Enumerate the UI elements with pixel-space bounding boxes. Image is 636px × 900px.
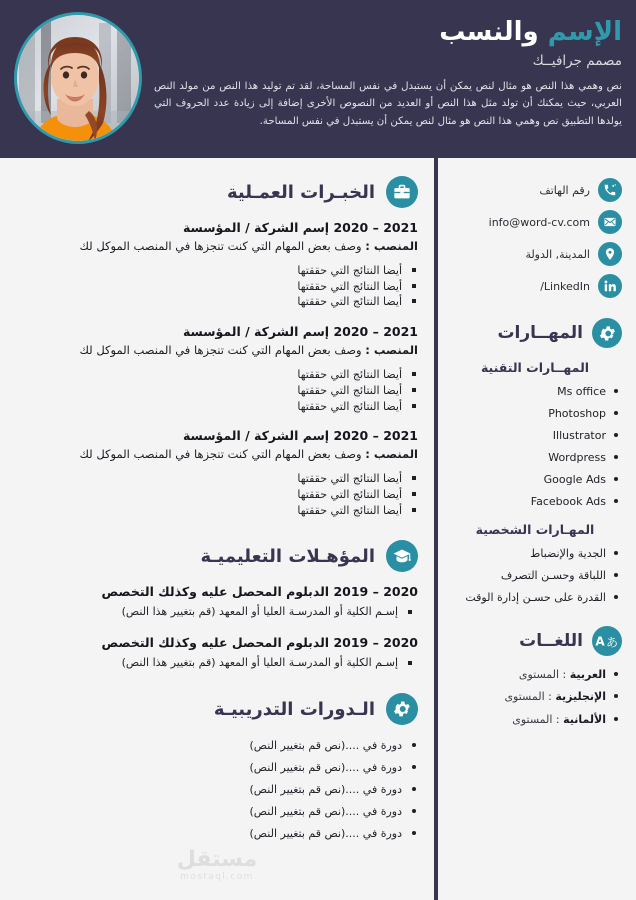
- cv-header: [0, 0, 636, 158]
- list-item: Ms office: [448, 383, 622, 400]
- language-separator: :: [559, 668, 570, 682]
- section-title-experience: الخبـرات العمـلية: [226, 181, 375, 203]
- gear-icon: [592, 318, 622, 348]
- svg-text:A: A: [595, 634, 605, 649]
- list-item: أيضا النتائج التي حققتها: [72, 383, 418, 399]
- list-item: أيضا النتائج التي حققتها: [72, 367, 418, 383]
- list-item: إسـم الكلية أو المدرسـة العليا أو المعهد (قم بتغيير هذا النص): [12, 655, 418, 672]
- language-separator: :: [552, 712, 564, 726]
- experience-role-label: المنصب :: [365, 343, 418, 358]
- watermark-arabic: مستقل: [176, 847, 258, 872]
- contact-value-phone: رقم الهاتف: [539, 183, 590, 197]
- list-item: دورة في ....(نص قم بتغيير النص): [72, 825, 418, 842]
- list-item: الجدية والإنضباط: [448, 545, 622, 562]
- section-title-skills: المهــارات: [497, 323, 583, 343]
- section-title-languages: اللغــات: [519, 631, 583, 652]
- list-item: القدرة على حسـن إدارة الوقت: [448, 589, 622, 606]
- job-title: مصمم جرافيــك: [532, 52, 622, 69]
- list-item: إسـم الكلية أو المدرسـة العليا أو المعهد (قم بتغيير هذا النص): [12, 604, 418, 621]
- list-item: Google Ads: [448, 471, 622, 488]
- list-item: أيضا النتائج التي حققتها: [72, 279, 418, 295]
- linkedin-icon: [598, 274, 622, 298]
- list-item: دورة في ....(نص قم بتغيير النص): [72, 803, 418, 820]
- education-institution-list: [12, 655, 418, 672]
- experience-role-label: المنصب :: [365, 239, 418, 253]
- education-period-degree: 2020 – 2019 الدبلوم المحصل عليه وكذلك التخصص: [101, 584, 418, 600]
- experience-role: [12, 446, 418, 463]
- list-item: [448, 711, 622, 728]
- last-name: والنسب: [439, 17, 539, 47]
- svg-text:あ: あ: [605, 635, 619, 650]
- list-item: Wordpress: [448, 449, 622, 466]
- watermark: [177, 849, 257, 882]
- list-item: أيضا النتائج التي حققتها: [72, 399, 418, 415]
- list-item: أيضا النتائج التي حققتها: [72, 487, 418, 503]
- column-divider: [434, 158, 438, 900]
- experience-entry: [12, 220, 418, 310]
- list-item: Facebook Ads: [448, 493, 622, 510]
- courses-list: [12, 737, 418, 842]
- experience-achievements: [12, 471, 418, 518]
- contact-item-location[interactable]: [448, 242, 622, 266]
- avatar-image: [17, 15, 139, 141]
- education-institution-list: [12, 604, 418, 621]
- experience-period-company: 2021 – 2020 إسم الشركة / المؤسسة: [182, 324, 418, 340]
- full-name: [154, 18, 622, 48]
- subsection-title-technical-skills: المهــارات التقنية: [480, 360, 590, 375]
- section-header-courses: [12, 693, 418, 725]
- section-title-education: المؤهـلات التعليميـة: [200, 545, 375, 567]
- language-level: المستوى: [504, 690, 545, 704]
- location-icon: [598, 242, 622, 266]
- experience-role: [12, 342, 418, 359]
- list-item: Illustrator: [448, 427, 622, 444]
- contact-list: [448, 178, 622, 298]
- language-name: الإنجليزية: [555, 690, 606, 704]
- contact-item-email[interactable]: [448, 210, 622, 234]
- experience-role-label: المنصب :: [365, 447, 418, 462]
- gear-icon: [386, 693, 418, 725]
- experience-role-text: وصف بعض المهام التي كنت تنجزها في المنصب الموكل لك: [79, 239, 366, 253]
- profile-summary: نص وهمي هذا النص هو مثال لنص يمكن أن يستبدل في نفس المساحة، لقد تم توليد هذا النص من مولد النص العربي، حيث يمكنك أن تولد مثل هذا النص أو العديد من النصوص الأخرى إضافة إلى زيادة عدد الحروف التي يولدها التطبيق نص وهمي هذا النص هو مثال لنص يمكن أن يستبدل في نفس المساحة.: [154, 80, 622, 127]
- header-text-block: [144, 12, 622, 131]
- list-item: [448, 688, 622, 705]
- language-name: العربية: [569, 668, 606, 682]
- contact-item-linkedin[interactable]: [448, 274, 622, 298]
- list-item: اللباقة وحسـن التصرف: [448, 567, 622, 584]
- experience-period-company: 2021 – 2020 إسم الشركة / المؤسسة: [182, 220, 418, 235]
- contact-item-phone[interactable]: [448, 178, 622, 202]
- technical-skills-list: [448, 383, 622, 510]
- first-name: الإسم: [547, 17, 622, 47]
- section-header-experience: [12, 176, 418, 208]
- avatar-ring: [14, 12, 142, 144]
- education-entry: [12, 584, 418, 621]
- list-item: أيضا النتائج التي حققتها: [72, 471, 418, 487]
- language-icon: [592, 626, 622, 656]
- section-title-courses: الـدورات التدريبيـة: [213, 698, 375, 720]
- contact-value-location: المدينة, الدولة: [525, 247, 590, 261]
- contact-value-email: info@word-cv.com: [488, 215, 590, 229]
- avatar: [14, 12, 142, 144]
- language-level: المستوى: [512, 712, 553, 726]
- experience-role-text: وصف بعض المهام التي كنت تنجزها في المنصب الموكل لك: [79, 343, 366, 358]
- list-item: Photoshop: [448, 405, 622, 422]
- list-item: دورة في ....(نص قم بتغيير النص): [72, 737, 418, 754]
- education-entry: [12, 635, 418, 672]
- experience-period-company: 2021 – 2020 إسم الشركة / المؤسسة: [182, 428, 418, 444]
- graduation-cap-icon: [386, 540, 418, 572]
- main-column: [0, 158, 434, 900]
- language-separator: :: [544, 690, 556, 704]
- experience-entry: [12, 428, 418, 518]
- languages-list: [448, 666, 622, 727]
- list-item: أيضا النتائج التي حققتها: [72, 294, 418, 310]
- section-header-skills: [448, 318, 622, 348]
- experience-entry: [12, 324, 418, 414]
- personal-skills-list: [448, 545, 622, 606]
- list-item: أيضا النتائج التي حققتها: [72, 503, 418, 519]
- sidebar: [438, 158, 636, 900]
- email-icon: [598, 210, 622, 234]
- cv-body: [0, 158, 636, 900]
- section-header-languages: [448, 626, 622, 656]
- experience-achievements: [12, 367, 418, 414]
- experience-achievements: [12, 263, 418, 310]
- subsection-title-personal-skills: المهـارات الشخصية: [475, 522, 595, 538]
- language-level: المستوى: [518, 668, 560, 682]
- briefcase-icon: [386, 176, 418, 208]
- experience-role-text: وصف بعض المهام التي كنت تنجزها في المنصب الموكل لك: [79, 447, 366, 462]
- language-name: الألمانية: [563, 712, 606, 726]
- list-item: [448, 666, 622, 683]
- list-item: دورة في ....(نص قم بتغيير النص): [72, 759, 418, 776]
- phone-icon: [598, 178, 622, 202]
- watermark-latin: mostaql.com: [180, 872, 254, 882]
- section-header-education: [12, 540, 418, 572]
- contact-value-linkedin: /LinkedIn: [540, 279, 590, 293]
- experience-role: [12, 238, 418, 255]
- list-item: دورة في ....(نص قم بتغيير النص): [72, 781, 418, 798]
- education-period-degree: 2020 – 2019 الدبلوم المحصل عليه وكذلك التخصص: [101, 634, 418, 650]
- list-item: أيضا النتائج التي حققتها: [72, 263, 418, 279]
